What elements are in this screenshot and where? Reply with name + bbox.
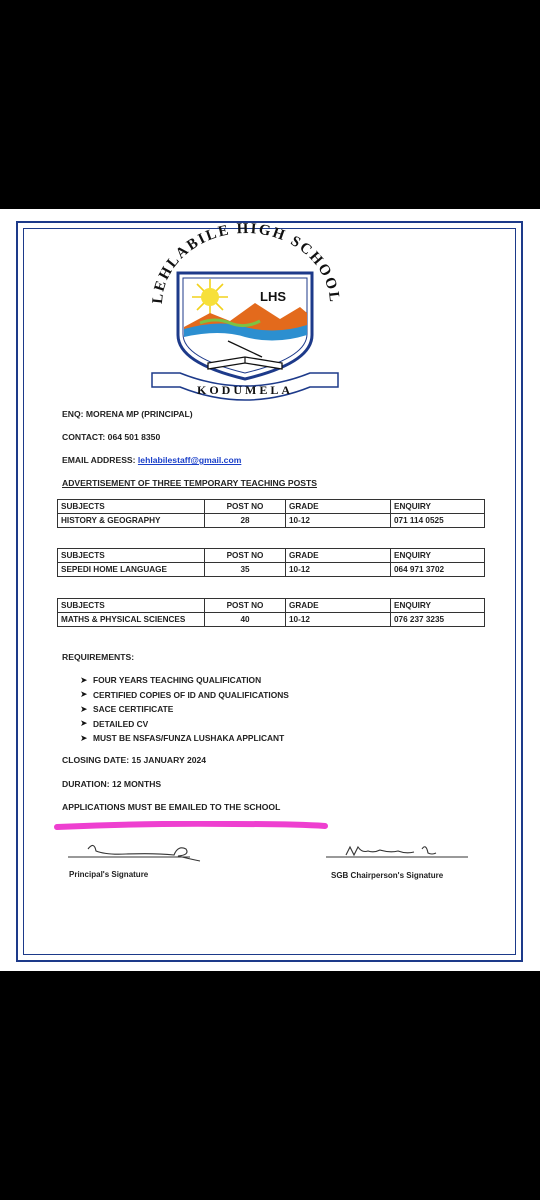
post-subject: MATHS & PHYSICAL SCIENCES — [58, 613, 205, 627]
header-enquiry: ENQUIRY — [391, 599, 485, 613]
requirement-text: DETAILED CV — [93, 718, 149, 729]
principal-signature-mark — [66, 837, 206, 863]
email-label: EMAIL ADDRESS: — [62, 455, 138, 465]
header-grade: GRADE — [286, 599, 391, 613]
post-number: 40 — [205, 613, 286, 627]
email-line — [62, 455, 241, 465]
table-header-row — [58, 500, 485, 514]
principal-signature-label: Principal's Signature — [69, 870, 149, 879]
post-grade: 10-12 — [286, 613, 391, 627]
list-item — [80, 717, 289, 732]
school-motto: KODUMELA — [197, 383, 293, 397]
post-enquiry: 071 114 0525 — [391, 514, 485, 528]
header-post-no: POST NO — [205, 599, 286, 613]
closing-date: CLOSING DATE: 15 JANUARY 2024 — [62, 755, 207, 765]
requirement-text: FOUR YEARS TEACHING QUALIFICATION — [93, 675, 262, 686]
svg-text:LEHLABILE HIGH SCHOOL: LEHLABILE HIGH SCHOOL — [149, 223, 343, 305]
highlighter-mark — [54, 821, 328, 831]
header-enquiry: ENQUIRY — [391, 500, 485, 514]
advertisement-title: ADVERTISEMENT OF THREE TEMPORARY TEACHING POSTS — [62, 478, 317, 488]
post-enquiry: 064 971 3702 — [391, 563, 485, 577]
requirements-list — [80, 673, 289, 746]
arrow-bullet-icon: ➤ — [80, 718, 88, 729]
post-grade: 10-12 — [286, 514, 391, 528]
svg-text:LHS: LHS — [260, 289, 286, 304]
post-enquiry: 076 237 3235 — [391, 613, 485, 627]
school-crest-logo — [140, 223, 350, 403]
table-header-row — [58, 599, 485, 613]
header-subjects: SUBJECTS — [58, 599, 205, 613]
table-row — [58, 563, 485, 577]
arrow-bullet-icon: ➤ — [80, 732, 88, 743]
list-item — [80, 673, 289, 688]
post-table — [57, 548, 485, 577]
sgb-chair-signature-label: SGB Chairperson's Signature — [331, 871, 444, 880]
list-item — [80, 731, 289, 746]
sgb-chair-signature-mark — [322, 837, 472, 863]
header-post-no: POST NO — [205, 549, 286, 563]
requirement-text: MUST BE NSFAS/FUNZA LUSHAKA APPLICANT — [93, 733, 285, 744]
post-table — [57, 598, 485, 627]
header-subjects: SUBJECTS — [58, 500, 205, 514]
email-link[interactable]: lehlabilestaff@gmail.com — [137, 455, 242, 465]
header-post-no: POST NO — [205, 500, 286, 514]
requirements-heading: REQUIREMENTS: — [62, 652, 135, 662]
table-row — [58, 613, 485, 627]
document-page — [0, 209, 540, 971]
arrow-bullet-icon: ➤ — [80, 674, 88, 685]
requirement-text: CERTIFIED COPIES OF ID AND QUALIFICATIONS — [93, 689, 289, 700]
header-grade: GRADE — [286, 500, 391, 514]
post-table — [57, 499, 485, 528]
header-subjects: SUBJECTS — [58, 549, 205, 563]
duration: DURATION: 12 MONTHS — [62, 779, 162, 789]
post-grade: 10-12 — [286, 563, 391, 577]
header-enquiry: ENQUIRY — [391, 549, 485, 563]
table-row — [58, 514, 485, 528]
arrow-bullet-icon: ➤ — [80, 689, 88, 700]
post-number: 35 — [205, 563, 286, 577]
table-header-row — [58, 549, 485, 563]
list-item — [80, 702, 289, 717]
arrow-bullet-icon: ➤ — [80, 703, 88, 714]
post-number: 28 — [205, 514, 286, 528]
header-grade: GRADE — [286, 549, 391, 563]
list-item — [80, 688, 289, 703]
post-subject: SEPEDI HOME LANGUAGE — [58, 563, 205, 577]
requirement-text: SACE CERTIFICATE — [93, 704, 174, 715]
enquiry-line: ENQ: MORENA MP (PRINCIPAL) — [62, 409, 193, 419]
applications-note: APPLICATIONS MUST BE EMAILED TO THE SCHOOL — [62, 802, 281, 812]
post-subject: HISTORY & GEOGRAPHY — [58, 514, 205, 528]
contact-line: CONTACT: 064 501 8350 — [62, 432, 161, 442]
